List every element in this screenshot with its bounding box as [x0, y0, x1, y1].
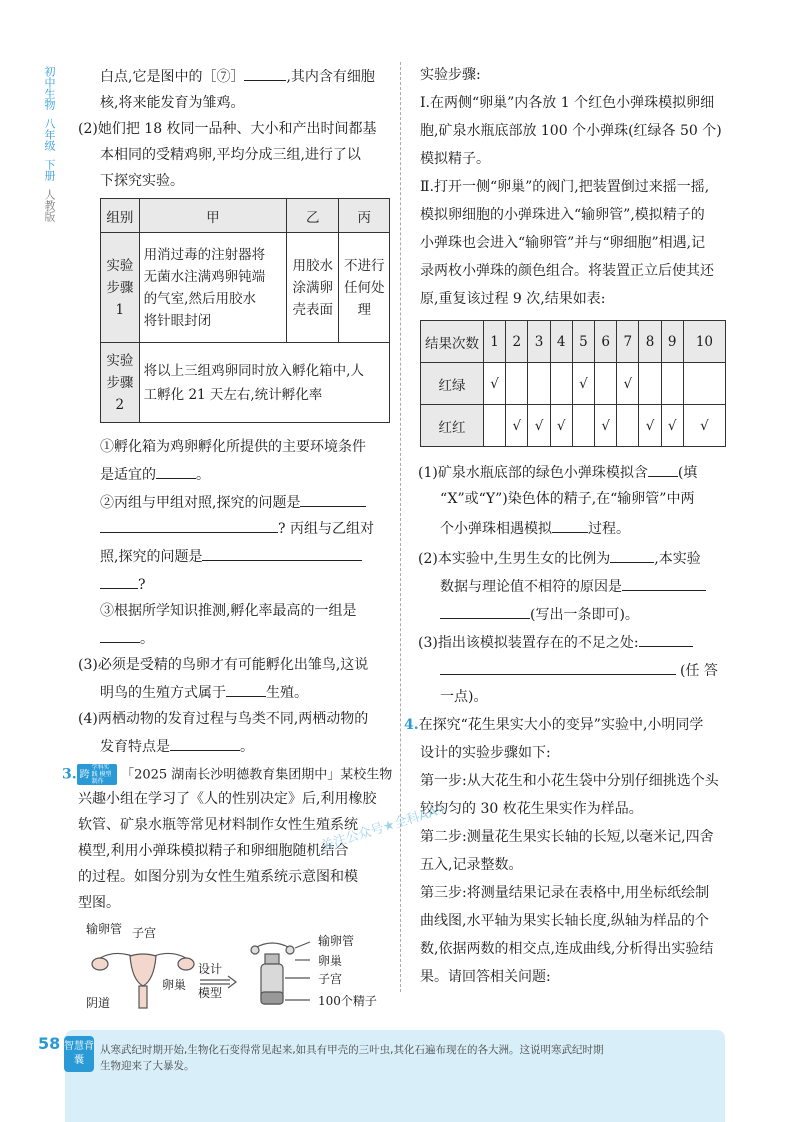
- steps-title: 实验步骤:: [420, 67, 481, 83]
- cell-text: 的气室,然后用胶水: [143, 290, 256, 307]
- result-row-red-green: [421, 363, 726, 405]
- result-cell: [550, 363, 572, 405]
- p4-step1-line-1: 第一步:从大花生和小花生袋中分别仔细挑选个头: [420, 773, 719, 789]
- wisdom-badge: 智慧背囊: [64, 1036, 94, 1072]
- cell-text: 步骤: [106, 279, 134, 296]
- rq1-line-2: “X”或“Y”)染色体的精子,在“输卵管”中两: [440, 491, 695, 507]
- reproductive-system-diagram: [80, 920, 390, 1020]
- p4-step2-line-1: 第二步:测量花生果实长轴的长短,以毫米记,四舍: [420, 829, 714, 845]
- rq1-text-3: 个小弹珠相遇模拟: [440, 521, 552, 537]
- sub3-end: 。: [140, 631, 154, 647]
- problem-3-number: 3.: [62, 766, 77, 783]
- problem-3-line-2: 兴趣小组在学习了《人的性别决定》后,利用橡胶: [78, 791, 377, 807]
- q3-line-2: [100, 682, 308, 702]
- sub2-line-3: [100, 546, 362, 566]
- problem-3-line-4: 模型,利用小弹珠模拟精子和卵细胞随机结合: [78, 843, 349, 859]
- sub1-line-1: ①孵化箱为鸡卵孵化所提供的主要环境条件: [100, 439, 366, 455]
- p4-step2-line-2: 五入,记录整数。: [420, 857, 523, 873]
- result-cell: [617, 405, 639, 447]
- sub2-line-2: [100, 518, 374, 538]
- result-col-header: 1: [484, 321, 506, 363]
- answer-blank-reason[interactable]: [622, 576, 706, 591]
- q2-line-3: 下探究实验。: [100, 173, 184, 189]
- table-cell-bing: [339, 233, 390, 343]
- q3-text: 明鸟的生殖方式属于: [100, 685, 226, 701]
- result-cell: [661, 363, 683, 405]
- result-cell: √: [617, 363, 639, 405]
- step2-line-1: Ⅱ.打开一侧“卵巢”的阀门,把装置倒过来摇一摇,: [420, 179, 710, 195]
- cell-text: 涂满卵: [292, 279, 333, 296]
- result-cell: [683, 363, 725, 405]
- step2-line-4: 录两枚小弹珠的颜色组合。将装置正立后使其还: [420, 263, 714, 279]
- label-model-oviduct: 输卵管: [318, 934, 355, 948]
- cell-text: 实验: [106, 352, 134, 369]
- p4-step3-line-1: 第三步:将测量结果记录在表格中,用坐标纸绘制: [420, 885, 710, 901]
- result-cell: √: [550, 405, 572, 447]
- answer-blank-question1[interactable]: [300, 492, 366, 507]
- sub2-text: ②丙组与甲组对照,探究的问题是: [100, 495, 301, 511]
- p4-step3-line-2: 曲线图,水平轴为果实长轴长度,纵轴为样品的个: [420, 913, 709, 929]
- result-cell: √: [572, 363, 594, 405]
- sidebar-grade-label: 八年级: [43, 118, 56, 151]
- table-cell-jia: [139, 233, 286, 343]
- footer-tip-line-1: 从寒武纪时期开始,生物化石变得常见起来,如具有甲壳的三叶虫,其化石遍布现在的各大洲。这说明寒武纪时期: [100, 1044, 604, 1056]
- page-number: 58: [38, 1034, 61, 1053]
- answer-blank-7[interactable]: [244, 66, 286, 81]
- q4-line-2: [100, 736, 254, 756]
- cell-text: 用胶水: [292, 257, 333, 274]
- result-cell: √: [484, 363, 506, 405]
- result-row-red-red: [421, 405, 726, 447]
- result-col-header: 8: [639, 321, 661, 363]
- sub2-end: ?: [138, 577, 146, 593]
- answer-blank-shortcoming[interactable]: [639, 632, 693, 647]
- result-cell: [595, 363, 617, 405]
- problem-4-text: 在探究“花生果实大小的变异”实验中,小明同学: [418, 717, 704, 733]
- experiment-table: [100, 198, 390, 423]
- table-header-cell: 乙: [286, 199, 338, 233]
- q3-line-1: (3)必须是受精的鸟卵才有可能孵化出雏鸟,这说: [78, 657, 369, 673]
- answer-blank-reason-cont[interactable]: [440, 604, 530, 619]
- watermark-text: 关注公众号★全科AA+: [319, 801, 450, 855]
- cell-text: 任何处: [343, 279, 385, 296]
- sidebar-edition-label: 人教版: [43, 189, 56, 222]
- result-col-header: 5: [572, 321, 594, 363]
- rq1-line-1: [418, 462, 697, 482]
- result-header-row: [421, 321, 726, 363]
- label-model: 模型: [198, 986, 223, 1000]
- left-line-1: [100, 66, 375, 86]
- answer-blank-highest[interactable]: [100, 628, 140, 643]
- result-cell: [572, 405, 594, 447]
- tag-sublabel: 学科实践 模型制作: [91, 764, 112, 785]
- sub2-text-2: ? 丙组与乙组对: [278, 521, 374, 537]
- result-cell: √: [595, 405, 617, 447]
- sub2-text-3: 照,探究的问题是: [100, 549, 203, 565]
- result-col-header: 2: [506, 321, 528, 363]
- result-col-header: 4: [550, 321, 572, 363]
- rq3-text-2: (任 答: [680, 663, 718, 679]
- sub3-line-2: [100, 628, 154, 648]
- q4-end: 。: [240, 739, 254, 755]
- answer-blank-reproduction[interactable]: [226, 682, 266, 697]
- answer-blank-shortcoming-cont[interactable]: [440, 660, 676, 675]
- step1-line-2: 胞,矿泉水瓶底部放 100 个小弹珠(红绿各 50 个): [420, 123, 722, 139]
- label-oviduct: 输卵管: [86, 922, 123, 936]
- answer-blank-development[interactable]: [170, 736, 240, 751]
- q3-end: 生殖。: [266, 685, 308, 701]
- p4-step3-line-3: 数,依据两数的相交点,连成曲线,分析得出实验结: [420, 941, 714, 957]
- rq1-line-3: [440, 518, 630, 538]
- footer-tip-text: [100, 1042, 720, 1074]
- rq3-line-1: [418, 632, 693, 652]
- step2-line-5: 原,重复该过程 9 次,结果如表:: [420, 291, 606, 307]
- q2-line-2: 本相同的受精鸡卵,平均分成三组,进行了以: [100, 147, 361, 163]
- sidebar-subject: [40, 66, 58, 222]
- cell-text: 壳表面: [292, 301, 333, 318]
- result-col-header: 3: [528, 321, 550, 363]
- rq3-line-3: 一点)。: [440, 689, 488, 705]
- label-model-sperm: 100个精子: [318, 994, 377, 1008]
- rq2-line-3: [440, 604, 639, 624]
- problem-4-number: 4.: [404, 717, 419, 733]
- step2-line-3: 小弹珠也会进入“输卵管”并与“卵细胞”相遇,记: [420, 235, 706, 251]
- rq3-text: (3)指出该模拟装置存在的不足之处:: [418, 635, 639, 651]
- cell-text: 实验: [106, 257, 134, 274]
- cell-text: 将以上三组鸡卵同时放入孵化箱中,人: [143, 362, 364, 379]
- result-cell: √: [639, 405, 661, 447]
- sub2-line-4: [100, 574, 146, 594]
- result-cell: √: [506, 405, 528, 447]
- problem-3-text: 「2025 湖南长沙明德教育集团期中」某校生物: [121, 767, 393, 783]
- result-header-label: 结果次数: [421, 321, 484, 363]
- sub1-line-2: [100, 464, 210, 484]
- model-bottle-drawing: [251, 942, 310, 1004]
- result-cell: [528, 363, 550, 405]
- left-l1-text: 白点,它是图中的［⑦］: [100, 69, 245, 85]
- sub2-line-1: [100, 492, 366, 512]
- table-cell-yi: [286, 233, 338, 343]
- cell-text: 无菌水注满鸡卵钝端: [143, 268, 266, 285]
- answer-blank-process[interactable]: [552, 518, 588, 533]
- result-cell: √: [683, 405, 725, 447]
- rq2-text-b: ,本实验: [654, 551, 701, 567]
- p4-step3-line-4: 果。请回答相关问题:: [420, 969, 551, 985]
- footer-tip-line-2: 生物迎来了大暴发。: [100, 1060, 195, 1072]
- answer-blank-question2-cont[interactable]: [100, 574, 138, 589]
- problem-4-line-2: 设计的实验步骤如下:: [420, 745, 551, 761]
- rq2-text: (2)本实验中,生男生女的比例为: [418, 551, 611, 567]
- rq1-end: 过程。: [588, 521, 630, 537]
- label-design: 设计: [198, 962, 223, 976]
- table-header-cell: 组别: [101, 199, 140, 233]
- cell-text: 2: [115, 396, 125, 413]
- cell-text: 不进行: [343, 257, 385, 274]
- rq1-text-b: (填: [677, 465, 698, 481]
- q2-line-1: (2)她们把 18 枚同一品种、大小和产出时间都基: [78, 121, 377, 137]
- table-header-cell: 丙: [339, 199, 390, 233]
- cell-text: 1: [115, 301, 125, 318]
- result-col-header: 6: [595, 321, 617, 363]
- left-l1b-text: ,其内含有细胞: [286, 69, 375, 85]
- table-row-label: [101, 343, 140, 423]
- sub3-line-1: ③根据所学知识推测,孵化率最高的一组是: [100, 603, 357, 619]
- tag-label: 跨: [79, 769, 90, 781]
- result-col-header: 10: [683, 321, 725, 363]
- cross-disciplinary-tag: [77, 764, 117, 785]
- step1-line-3: 模拟精子。: [420, 151, 490, 167]
- table-row: [101, 233, 390, 343]
- left-line-2: 核,将来能发育为雏鸡。: [100, 95, 245, 111]
- answer-blank-question2[interactable]: [202, 546, 362, 561]
- sidebar-subject-label: 初中生物: [43, 66, 56, 110]
- result-col-header: 9: [661, 321, 683, 363]
- problem-3-line-1: [62, 764, 392, 785]
- label-model-uterus: 子宫: [318, 972, 343, 986]
- step2-line-2: 模拟卵细胞的小弹珠进入“输卵管”,模拟精子的: [420, 207, 705, 223]
- step1-line-1: Ⅰ.在两侧“卵巢”内各放 1 个红色小弹珠模拟卵细: [420, 95, 715, 111]
- column-divider: [400, 62, 401, 992]
- rq2-line-2: [440, 576, 706, 596]
- cell-text: 步骤: [106, 374, 134, 391]
- result-cell: [639, 363, 661, 405]
- sub1-text: 是适宜的: [100, 467, 156, 483]
- cell-text: 理: [357, 301, 371, 318]
- table-row-label: [101, 233, 140, 343]
- problem-3-line-3: 软管、矿泉水瓶等常见材料制作女性生殖系统: [78, 817, 358, 833]
- table-header-cell: 甲: [139, 199, 286, 233]
- rq1-text: (1)矿泉水瓶底部的绿色小弹珠模拟含: [418, 465, 648, 481]
- table-header-row: [101, 199, 390, 233]
- cell-text: 将针眼封闭: [143, 312, 212, 329]
- rq3-line-2: [440, 660, 718, 680]
- problem-3-line-5: 的过程。如图分别为女性生殖系统示意图和模: [78, 869, 358, 885]
- result-row-label: 红绿: [421, 363, 484, 405]
- q4-line-1: (4)两栖动物的发育过程与鸟类不同,两栖动物的: [78, 711, 369, 727]
- rq2-text-2: 数据与理论值不相符的原因是: [440, 579, 622, 595]
- answer-blank-question1-cont[interactable]: [100, 518, 278, 533]
- cell-text: 工孵化 21 天左右,统计孵化率: [143, 386, 323, 403]
- table-cell-step2: [139, 343, 389, 423]
- result-cell: √: [528, 405, 550, 447]
- answer-blank-conditions[interactable]: [156, 464, 196, 479]
- result-table: [420, 320, 726, 447]
- cell-text: 用消过毒的注射器将: [143, 246, 266, 263]
- q4-text: 发育特点是: [100, 739, 170, 755]
- label-vagina: 阴道: [86, 996, 111, 1010]
- answer-blank-chromosome[interactable]: [648, 462, 678, 477]
- problem-3-line-6: 型图。: [78, 895, 120, 911]
- sub1-end: 。: [196, 467, 210, 483]
- label-uterus: 子宫: [132, 926, 157, 940]
- sidebar-volume-label: 下册: [43, 159, 56, 181]
- label-ovary: 卵巢: [162, 978, 187, 992]
- answer-blank-ratio[interactable]: [610, 548, 654, 563]
- rq2-line-1: [418, 548, 701, 568]
- table-row: [101, 343, 390, 423]
- label-model-ovary: 卵巢: [318, 954, 343, 968]
- rq2-text-3: (写出一条即可)。: [530, 607, 639, 623]
- result-cell: [506, 363, 528, 405]
- result-col-header: 7: [617, 321, 639, 363]
- problem-4-line-1: [404, 716, 703, 734]
- result-row-label: 红红: [421, 405, 484, 447]
- result-cell: √: [661, 405, 683, 447]
- p4-step1-line-2: 较均匀的 30 枚花生果实作为样品。: [420, 801, 643, 817]
- result-cell: [484, 405, 506, 447]
